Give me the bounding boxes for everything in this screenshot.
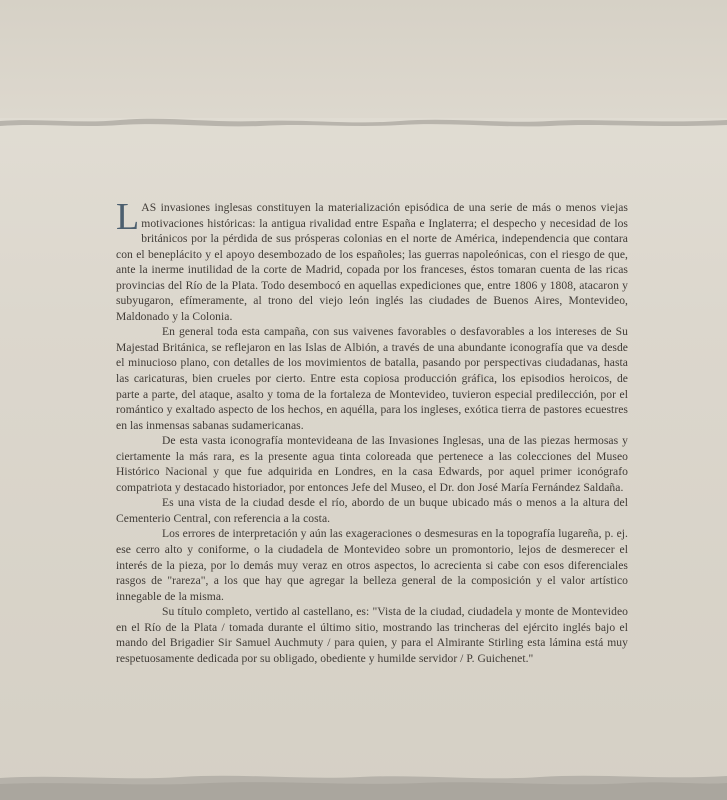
paragraph-1 (116, 196, 628, 324)
paragraph-6: Su título completo, vertido al castellano, es: "Vista de la ciudad, ciudadela y monte de Montevideo en el Río de la Plata / tomada durante el último sitio, mostrando las trincheras del ejército inglés bajo el mando del Brigadier Sir Samuel Auchmuty / para quien, y para el Almirante Stirling esta lámina está muy respetuosamente dedicada por su obligado, obediente y humilde servidor / P. Guichenet." (116, 605, 628, 665)
paragraph-5: Los errores de interpretación y aún las exageraciones o desmesuras en la topografía lugareña, p. ej. ese cerro alto y coniforme, o la ciudadela de Montevideo sobre un promontorio, lejos de desmerecer el interés de la pieza, por lo demás muy veraz en otros aspectos, lo acrecienta si cabe con esos diferenciales rasgos de "rareza", a los que hay que agregar la belleza general de la composición y el valor artístico innegable de la misma. (116, 527, 628, 603)
top-paper-band (0, 0, 727, 118)
torn-edge-bottom (0, 768, 727, 800)
paragraph-3: De esta vasta iconografía montevideana de las Invasiones Inglesas, una de las piezas hermosas y ciertamente la más rara, es la presente agua tinta coloreada que pertenece a las colecciones del Museo Histórico Nacional y que fue adquirida en Londres, en la casa Edwards, por aquel primer iconógrafo compatriota y destacado historiador, por entonces Jefe del Museo, el Dr. don José María Fernández Saldaña. (116, 434, 628, 494)
torn-edge-top (0, 112, 727, 130)
article-text (116, 196, 628, 666)
paragraph-1-text: AS invasiones inglesas constituyen la materialización episódica de una serie de más o menos viejas motivaciones históricas: la antigua rivalidad entre España e Inglaterra; el despecho y necesidad de los británicos por la pérdida de sus prósperas colonias en el norte de América, independencia que contara con el beneplácito y el apoyo desembozado de los españoles; las guerras napoleónicas, con el riesgo de que, ante la inerme inutilidad de la corte de Madrid, copada por los franceses, éstos tomaran cuenta de las ricas provincias del Río de la Plata. Todo desembocó en aquellas expediciones que, entre 1806 y 1808, atacaron y subyugaron, efímeramente, al trono del viejo león inglés las ciudades de Buenos Aires, Montevideo, Maldonado y la Colonia. (116, 201, 628, 323)
paragraph-4: Es una vista de la ciudad desde el río, abordo de un buque ubicado más o menos a la altura del Cementerio Central, con referencia a la costa. (116, 496, 628, 525)
paragraph-2: En general toda esta campaña, con sus vaivenes favorables o desfavorables a los intereses de Su Majestad Británica, se reflejaron en las Islas de Albión, a través de una abundante iconografía que va desde el minucioso plano, con detalles de los movimientos de batalla, pasando por perspectivas ciudadanas, hasta las caricaturas, bien crueles por cierto. Entre esta copiosa producción gráfica, los episodios heroicos, de parte a parte, del ataque, asalto y toma de la fortaleza de Montevideo, tuvieron especial predilección, por el romántico y exaltado aspecto de los hechos, en aquélla, para los ingleses, exótica tierra de pastores ecuestres en las inmensas sabanas sudamericanas. (116, 325, 628, 432)
drop-cap: L (116, 196, 140, 238)
